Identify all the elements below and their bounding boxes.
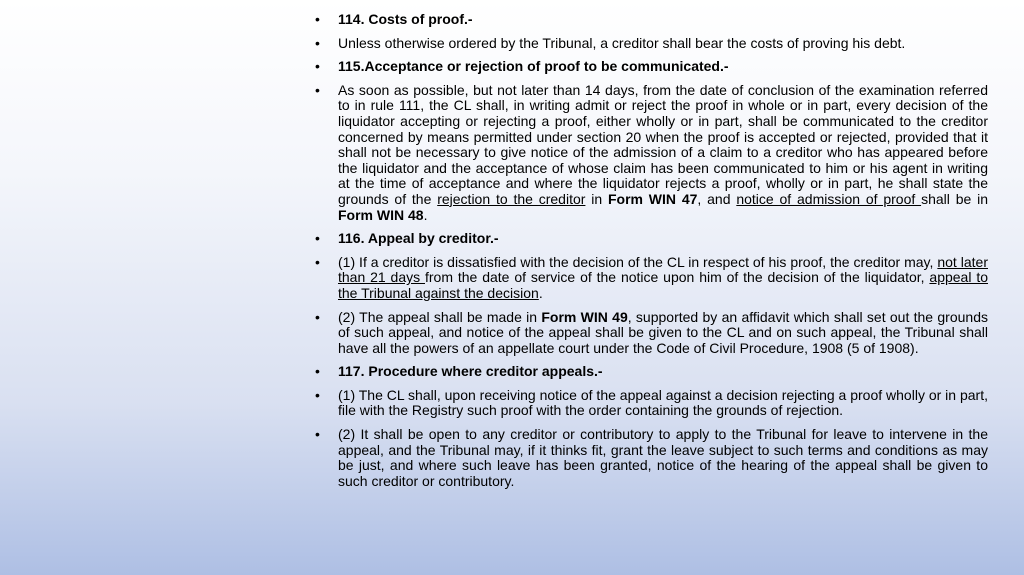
bold-text: 117. Procedure where creditor appeals.- bbox=[338, 363, 603, 380]
text-segment: Unless otherwise ordered by the Tribunal, a creditor shall bear the costs of proving his debt. bbox=[338, 34, 906, 51]
bullet-list bbox=[313, 12, 988, 489]
bullet-text bbox=[338, 363, 603, 379]
text-segment: (1) The CL shall, upon receiving notice of the appeal against a decision rejecting a proof wholly or in part, file with the Registry such proof with the order containing the grounds of rejection. bbox=[338, 386, 988, 419]
text-segment: (2) It shall be open to any creditor or contributory to apply to the Tribunal for leave to intervene in the appeal, and the Tribunal may, if it thinks fit, grant the leave subject to such terms and conditions as may be just, and where such leave has been granted, notice of the hearing of the appeal shall be given to such creditor or contributory. bbox=[338, 426, 988, 489]
bold-text: Form WIN 48 bbox=[338, 206, 424, 223]
bullet-dot-icon: • bbox=[315, 363, 320, 380]
text-segment: from the date of service of the notice upon him of the decision of the liquidator, bbox=[425, 269, 930, 286]
text-segment: . bbox=[538, 284, 543, 301]
bullet-dot-icon: • bbox=[315, 11, 320, 27]
text-segment: As soon as possible, but not later than 14 days, from the date of conclusion of the examination referred to in rule 111, the CL shall, in writing admit or reject the proof in whole or in part, every decision of the liquidator accepting or rejecting a proof, either wholly or in part, shall be communicated to the creditor concerned by means permitted under section 20 when the proof is accepted or rejected, provided that it shall not be necessary to give notice of the admission of a claim to a creditor who has appeared before the liquidator and the acceptance of whose claim has been communicated to him or his agent in writing at the time of acceptance and where the liquidator rejects a proof, wholly or in part, he shall state the grounds of the bbox=[338, 81, 988, 207]
bullet-item bbox=[313, 310, 988, 357]
bullet-dot-icon: • bbox=[315, 308, 320, 325]
text-segment: (2) The appeal shall be made in bbox=[338, 308, 542, 325]
text-segment: , supported by an affidavit which shall set out the grounds of such appeal, and notice of the appeal shall be given to the CL and on such appeal, the Tribunal shall have all the powers of an appellate court under the Code of Civil Procedure, 1908 (5 of 1908). bbox=[338, 308, 988, 356]
bold-text: 114. Costs of proof.- bbox=[338, 11, 473, 27]
bullet-text bbox=[338, 35, 905, 51]
bullet-item bbox=[313, 83, 988, 223]
bold-text: Form WIN 47 bbox=[607, 190, 698, 207]
bullet-text bbox=[338, 82, 988, 223]
bullet-item bbox=[313, 427, 988, 489]
bullet-dot-icon: • bbox=[315, 253, 320, 270]
bullet-dot-icon: • bbox=[315, 230, 320, 247]
text-segment: (1) If a creditor is dissatisfied with the decision of the CL in respect of his proof, the creditor may, bbox=[338, 253, 938, 270]
underlined-text: not later than 21 days bbox=[338, 253, 988, 286]
bullet-item bbox=[313, 388, 988, 419]
text-segment: shall be in bbox=[921, 190, 988, 207]
bullet-text bbox=[338, 309, 988, 356]
bullet-text bbox=[338, 254, 988, 301]
bullet-text bbox=[338, 426, 988, 489]
underlined-text: appeal to the Tribunal against the decision bbox=[338, 269, 988, 301]
bullet-item bbox=[313, 36, 988, 52]
bullet-dot-icon: • bbox=[315, 386, 320, 403]
bold-text: 116. Appeal by creditor.- bbox=[338, 230, 499, 247]
bullet-item bbox=[313, 364, 988, 380]
bold-text: 115.Acceptance or rejection of proof to be communicated.- bbox=[338, 58, 729, 75]
text-segment: in bbox=[585, 190, 608, 207]
underlined-text: notice of admission of proof bbox=[736, 190, 922, 207]
underlined-text: rejection to the creditor bbox=[437, 190, 586, 207]
bullet-text bbox=[338, 11, 473, 27]
bullet-dot-icon: • bbox=[315, 58, 320, 75]
slide-content bbox=[313, 12, 988, 497]
bullet-item bbox=[313, 12, 988, 28]
text-segment: , and bbox=[697, 190, 737, 207]
bullet-text bbox=[338, 230, 499, 246]
bullet-item bbox=[313, 231, 988, 247]
bullet-item bbox=[313, 255, 988, 302]
bullet-text bbox=[338, 387, 988, 419]
bullet-text bbox=[338, 58, 729, 74]
bullet-item bbox=[313, 59, 988, 75]
bullet-dot-icon: • bbox=[315, 81, 320, 98]
text-segment: . bbox=[423, 206, 428, 223]
bullet-dot-icon: • bbox=[315, 426, 320, 443]
bullet-dot-icon: • bbox=[315, 34, 320, 51]
bold-text: Form WIN 49 bbox=[541, 308, 628, 325]
